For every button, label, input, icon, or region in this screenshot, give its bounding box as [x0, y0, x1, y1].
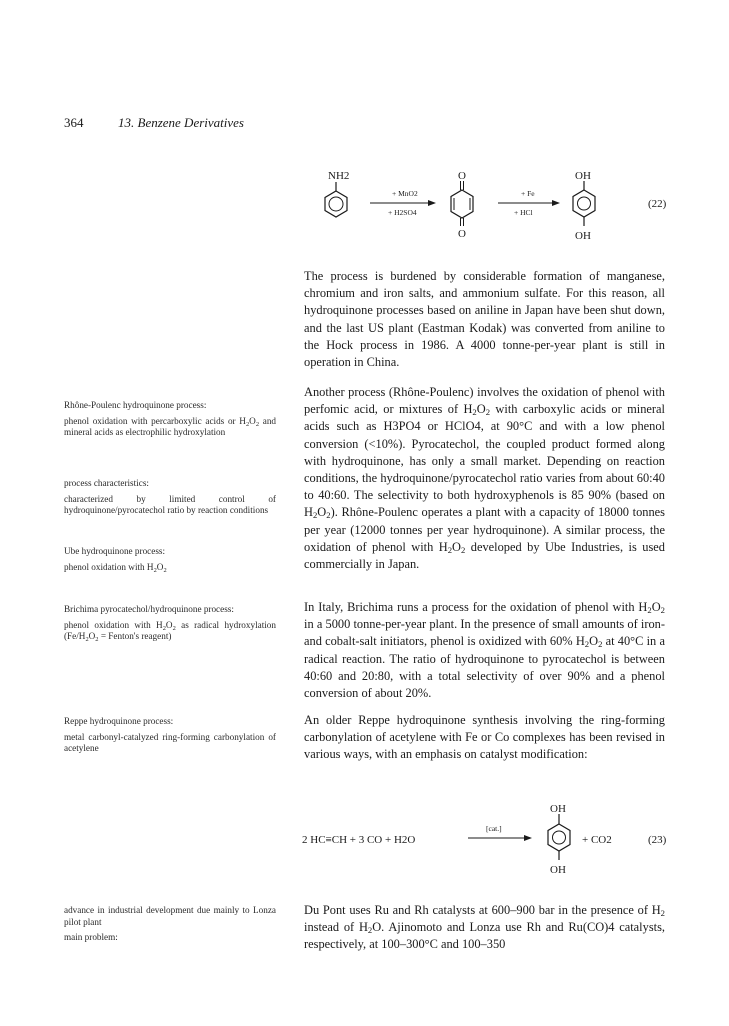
eq23-number: (23) — [648, 834, 667, 846]
eq22-oh-bottom: OH — [575, 230, 591, 242]
margin-text: phenol oxidation with percarboxylic acids or $H_2O_2$ and mineral acids as electrophilic hydroxylation — [64, 415, 277, 437]
margin-note-ube — [64, 546, 276, 573]
margin-heading: process characteristics: — [64, 478, 149, 488]
paragraph-aniline-process — [304, 268, 665, 371]
eq23-catalyst: [cat.] — [486, 824, 502, 833]
margin-text: phenol oxidation with $H_2O_2$ as radical hydroxylation ($Fe/H_2O_2$ = Fenton's reagent) — [64, 619, 276, 643]
eq23-hydroquinone-ring — [548, 824, 570, 851]
margin-text: advance in industrial development due mainly to Lonza pilot plant — [64, 905, 276, 927]
eq22-nh2-label: NH2 — [328, 170, 350, 182]
aniline-ring — [325, 191, 347, 217]
eq22-arrow1-top: + MnO2 — [392, 189, 418, 198]
eq23-oh-top: OH — [550, 803, 566, 815]
margin-note-rhone-poulenc — [64, 400, 276, 439]
equation-22 — [300, 165, 680, 255]
eq22-arrow1-bottom: + H2SO4 — [388, 208, 417, 217]
eq23-oh-bottom: OH — [550, 864, 566, 876]
margin-heading: Rhône-Poulenc hydroquinone process: — [64, 400, 207, 410]
margin-text: main problem: — [64, 932, 118, 942]
para1-text: The process is burdened by considerable formation of manganese, chromium and iron salts, and ammonium sulfate. For this reason, all hydroquinone processes based on aniline in Japan have been shut down, and the last US plant (Eastman Kodak) was converted from aniline to the Hock process in 1986. A 4000 tonne-per-year plant is still in operation in China. — [304, 269, 665, 370]
margin-note-characteristics — [64, 478, 276, 517]
para3-text: In Italy, Brichima runs a process for the oxidation of phenol with $H_2O_2$ in a 5000 tonne-per-year plant. In the presence of small amounts of iron- and cobalt-salt initiators, phenol is oxidized with 60% $H_2O_2$ at 40°C in a radical reaction. The ratio of hydroquinone to pyrocatechol is between 40:60 and 20:80, with a total selectivity of over 90% and a phenol conversion of about 20%. — [304, 600, 665, 701]
paragraph-brichima — [304, 599, 665, 702]
margin-heading: Brichima pyrocatechol/hydroquinone process: — [64, 604, 234, 614]
margin-note-brichima — [64, 604, 276, 643]
margin-text: characterized by limited control of hydroquinone/pyrocatechol ratio by reaction conditions — [64, 493, 276, 515]
eq22-oh-top: OH — [575, 170, 591, 182]
chapter-title: 13. Benzene Derivatives — [118, 115, 244, 130]
paragraph-du-pont — [304, 902, 665, 954]
eq23-product-extra: + CO2 — [582, 834, 612, 846]
eq22-o-top: O — [458, 170, 466, 182]
margin-note-reppe — [64, 716, 276, 755]
paragraph-reppe — [304, 712, 665, 764]
page-number: 364 — [64, 115, 84, 130]
para4-text: An older Reppe hydroquinone synthesis involving the ring-forming carbonylation of acetylene with Fe or Co complexes has been revised in various ways, with an emphasis on catalyst modification: — [304, 713, 665, 762]
eq23-reactants: 2 HC≡CH + 3 CO + H2O — [302, 834, 416, 846]
margin-text: phenol oxidation with $H_2O_2$ — [64, 561, 167, 574]
equation-23 — [300, 800, 680, 880]
margin-text: metal carbonyl-catalyzed ring-forming carbonylation of acetylene — [64, 731, 276, 753]
margin-note-advance — [64, 905, 276, 944]
eq22-arrow2-top: + Fe — [521, 189, 535, 198]
eq22-number: (22) — [648, 198, 667, 210]
eq22-arrow2-bottom: + HCl — [514, 208, 533, 217]
aniline-ring-circle — [329, 197, 343, 211]
paragraph-rhone-poulenc — [304, 384, 665, 573]
eq22-o-bottom: O — [458, 228, 466, 240]
para5-text: Du Pont uses Ru and Rh catalysts at 600–900 bar in the presence of $H_2$ instead of $H_2O$. Ajinomoto and Lonza use Rh and Ru(CO)4 catalysts, respectively, at 100–300°C and 100–350 — [304, 903, 666, 952]
margin-heading: Ube hydroquinone process: — [64, 546, 166, 556]
hydroquinone-ring — [573, 190, 595, 217]
para2-text: Another process (Rhône-Poulenc) involves the oxidation of phenol with perfomic acid, or mixtures of $H_2O_2$ with carboxylic acids or mineral acids such as H3PO4 or HClO4, at 90°C and with a low phenol conversion (<10%). Pyrocatechol, the coupled product formed along with hydroquinone, has only a small market. Depending on reaction conditions, the hydroquinone/pyrocatechol ratio varies from about 60:40 to 40:60. The selectivity to both hydroxyphenols is 85 90% (based on $H_2O_2$). Rhône-Poulenc operates a plant with a capacity of 18000 tonnes per year (12000 tonnes per year hydroquinone). A similar process, the oxidation of phenol with $H_2O_2$ developed by Ube Industries, is used commercially in Japan. — [304, 385, 666, 572]
margin-heading: Reppe hydroquinone process: — [64, 716, 174, 726]
